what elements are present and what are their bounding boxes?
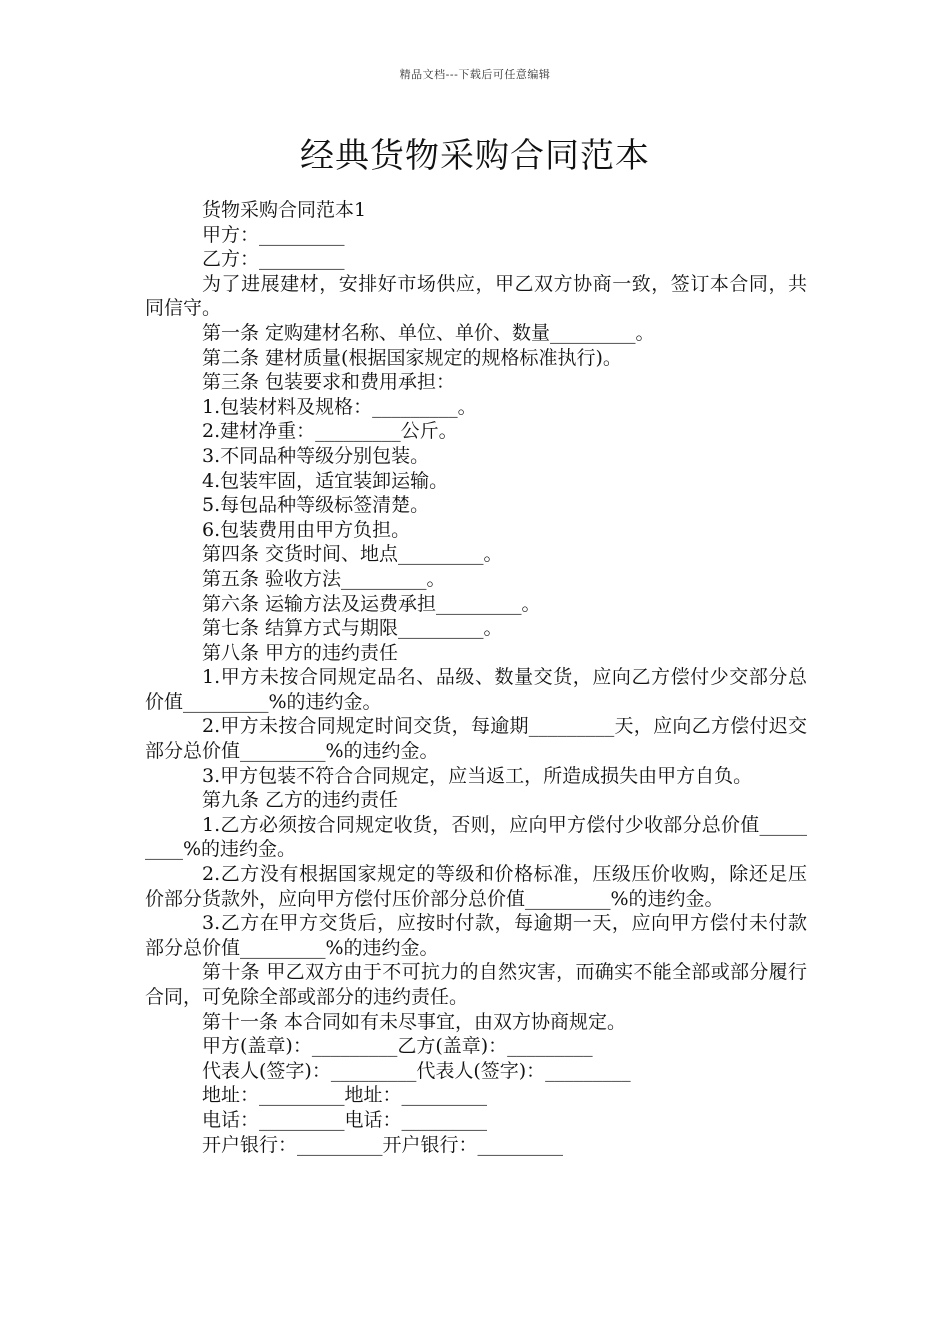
- article-8-item-2: 2.甲方未按合同规定时间交货，每逾期_________天，应向乙方偿付迟交部分总价值_________%的违约金。: [145, 715, 807, 763]
- signature-seal-line: 甲方(盖章)：_________乙方(盖章)：_________: [202, 1035, 593, 1058]
- document-body: [145, 198, 807, 1157]
- document-title: 经典货物采购合同范本: [300, 136, 650, 176]
- party-b-line: 乙方：_________: [202, 248, 345, 271]
- article-3-item-4: 4.包装牢固，适宜装卸运输。: [202, 469, 449, 492]
- article-3-item-5: 5.每包品种等级标签清楚。: [202, 494, 430, 517]
- article-3-item-3: 3.不同品种等级分别包装。: [202, 444, 430, 467]
- article-2: 第二条 建材质量(根据国家规定的规格标准执行)。: [202, 346, 622, 369]
- article-5: 第五条 验收方法_________。: [202, 567, 446, 590]
- article-3-item-1: 1.包装材料及规格：_________。: [202, 395, 477, 418]
- article-1: 第一条 定购建材名称、单位、单价、数量_________。: [202, 321, 655, 344]
- contract-subtitle: 货物采购合同范本1: [202, 199, 367, 221]
- signature-phone-line: 电话：_________电话：_________: [202, 1108, 488, 1131]
- article-8: 第八条 甲方的违约责任: [202, 641, 399, 664]
- article-3-item-2: 2.建材净重：_________公斤。: [202, 420, 458, 443]
- article-11: 第十一条 本合同如有未尽事宜，由双方协商规定。: [202, 1010, 627, 1033]
- article-10: 第十条 甲乙双方由于不可抗力的自然灾害，而确实不能全部或部分履行合同，可免除全部或部分的违约责任。: [145, 961, 807, 1008]
- article-4: 第四条 交货时间、地点_________。: [202, 543, 503, 566]
- article-6: 第六条 运输方法及运费承担_________。: [202, 592, 541, 615]
- signature-bank-line: 开户银行：_________开户银行：_________: [202, 1133, 564, 1156]
- article-9-item-1: 1.乙方必须按合同规定收货，否则，应向甲方偿付少收部分总价值_________%的违约金。: [145, 813, 807, 861]
- article-3: 第三条 包装要求和费用承担：: [202, 371, 456, 394]
- article-7: 第七条 结算方式与期限_________。: [202, 617, 503, 640]
- party-a-line: 甲方：_________: [202, 223, 345, 246]
- article-3-item-6: 6.包装费用由甲方负担。: [202, 518, 411, 541]
- article-8-item-3: 3.甲方包装不符合合同规定，应当返工，所造成损失由甲方自负。: [202, 764, 753, 787]
- article-9-item-3: 3.乙方在甲方交货后，应按时付款，每逾期一天，应向甲方偿付未付款部分总价值_________%的违约金。: [145, 912, 807, 959]
- article-9-item-2: 2.乙方没有根据国家规定的等级和价格标准，压级压价收购，除还足压价部分货款外，应向甲方偿付压价部分总价值_________%的违约金。: [145, 863, 807, 910]
- signature-address-line: 地址：_________地址：_________: [202, 1084, 488, 1107]
- page-header-note: 精品文档---下载后可任意编辑: [399, 68, 551, 81]
- article-8-item-1: 1.甲方未按合同规定品名、品级、数量交货，应向乙方偿付少交部分总价值_________%的违约金。: [145, 666, 807, 713]
- preamble-paragraph: 为了进展建材，安排好市场供应，甲乙双方协商一致，签订本合同，共同信守。: [145, 272, 807, 320]
- article-9: 第九条 乙方的违约责任: [202, 789, 399, 812]
- signature-representative-line: 代表人(签字)：_________代表人(签字)：_________: [202, 1059, 631, 1082]
